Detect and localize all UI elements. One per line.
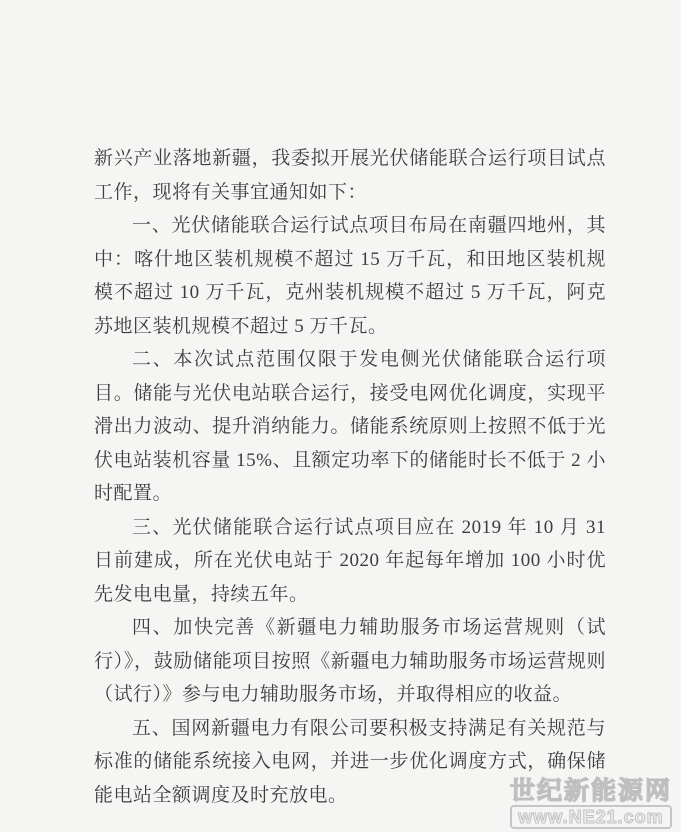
watermark-site-name: 世纪新能源网 — [509, 777, 672, 805]
paragraph-item-4: 四、加快完善《新疆电力辅助服务市场运营规则（试行）》，鼓励储能项目按照《新疆电力辅助服务市场运营规则（试行）》参与电力辅助服务市场，并取得相应的收益。 — [94, 617, 606, 705]
paragraph-item-3: 三、光伏储能联合运行试点项目应在 2019 年 10 月 31 日前建成，所在光伏电站于 2020 年起每年增加 100 小时优先发电电量，持续五年。 — [94, 516, 606, 605]
document-body — [94, 142, 606, 812]
paragraph-item-5: 五、国网新疆电力有限公司要积极支持满足有关规范与标准的储能系统接入电网，并进一步优化调度方式，确保储能电站全额调度及时充放电。 — [94, 717, 606, 806]
paragraph-intro: 新兴产业落地新疆，我委拟开展光伏储能联合运行项目试点工作，现将有关事宜通知如下： — [94, 148, 606, 203]
watermark-site-url: www.NE21.com — [510, 805, 671, 829]
watermark — [510, 778, 672, 829]
paragraph-item-2: 二、本次试点范围仅限于发电侧光伏储能联合运行项目。储能与光伏电站联合运行，接受电网优化调度，实现平滑出力波动、提升消纳能力。储能系统原则上按照不低于光伏电站装机容量 15%、且额定功率下的储能时长不低于 2 小时配置。 — [94, 349, 606, 504]
paragraph-item-1: 一、光伏储能联合运行试点项目布局在南疆四地州，其中：喀什地区装机规模不超过 15 万千瓦，和田地区装机规模不超过 10 万千瓦，克州装机规模不超过 5 万千瓦，阿克苏地区装机规模不超过 5 万千瓦。 — [94, 215, 606, 337]
